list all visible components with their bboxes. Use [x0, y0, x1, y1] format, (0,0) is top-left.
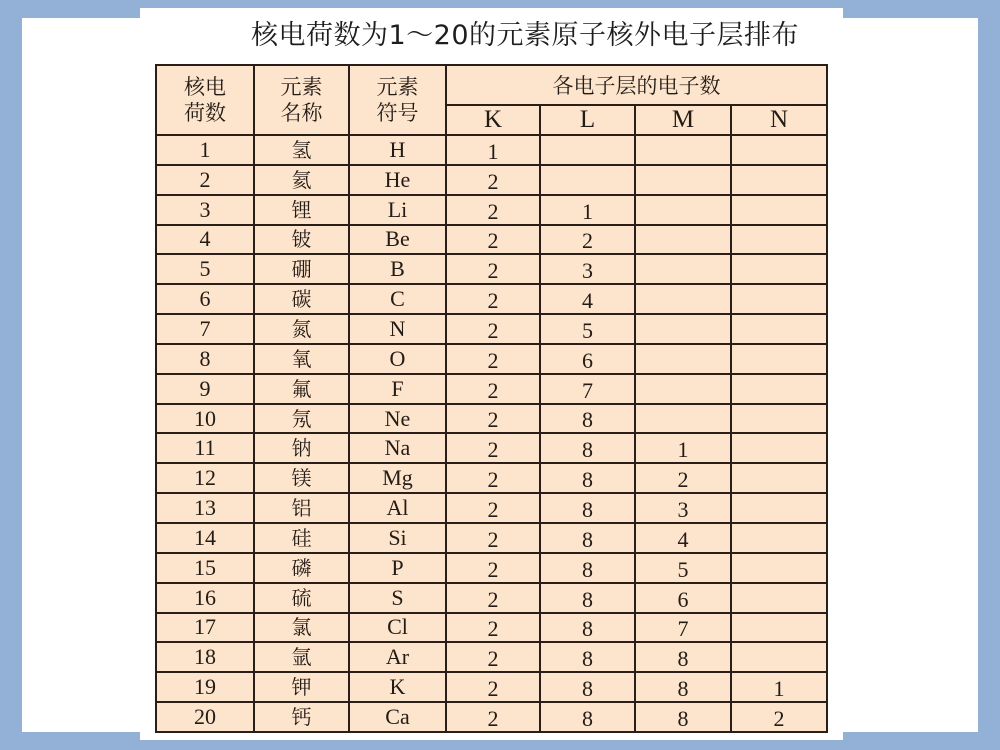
header-shell-n: N — [731, 105, 827, 135]
cell-shell-n — [731, 463, 827, 493]
cell-charge: 17 — [156, 613, 254, 643]
cell-element-name: 氩 — [254, 642, 349, 672]
cell-shell-l: 8 — [540, 493, 635, 523]
cell-charge: 18 — [156, 642, 254, 672]
cell-element-name: 氧 — [254, 344, 349, 374]
cell-charge: 2 — [156, 165, 254, 195]
cell-element-name: 氖 — [254, 404, 349, 434]
cell-shell-l: 8 — [540, 702, 635, 732]
cell-shell-m — [635, 165, 731, 195]
cell-shell-k: 2 — [446, 374, 540, 404]
header-symbol-line2: 符号 — [376, 101, 419, 125]
cell-shell-k: 2 — [446, 613, 540, 643]
cell-shell-n — [731, 404, 827, 434]
page-title: 核电荷数为1～20的元素原子核外电子层排布 — [250, 20, 800, 51]
cell-element-symbol: Ne — [349, 404, 446, 434]
cell-shell-n — [731, 523, 827, 553]
cell-shell-k: 2 — [446, 433, 540, 463]
cell-shell-m: 8 — [635, 702, 731, 732]
cell-charge: 6 — [156, 284, 254, 314]
cell-charge: 19 — [156, 672, 254, 702]
table-row — [156, 225, 827, 255]
cell-charge: 12 — [156, 463, 254, 493]
header-name-line2: 名称 — [280, 101, 323, 125]
table-row — [156, 493, 827, 523]
cell-element-name: 硫 — [254, 583, 349, 613]
cell-element-symbol: He — [349, 165, 446, 195]
cell-element-name: 氯 — [254, 613, 349, 643]
cell-shell-l: 8 — [540, 433, 635, 463]
cell-shell-m — [635, 344, 731, 374]
header-element-symbol — [349, 65, 446, 135]
cell-element-symbol: P — [349, 553, 446, 583]
header-element-name — [254, 65, 349, 135]
cell-shell-k: 2 — [446, 493, 540, 523]
table-row — [156, 702, 827, 732]
cell-element-symbol: S — [349, 583, 446, 613]
cell-element-name: 硅 — [254, 523, 349, 553]
cell-shell-k: 2 — [446, 165, 540, 195]
cell-charge: 11 — [156, 433, 254, 463]
cell-shell-l: 8 — [540, 642, 635, 672]
table-row — [156, 284, 827, 314]
cell-shell-n — [731, 613, 827, 643]
cell-charge: 15 — [156, 553, 254, 583]
table-row — [156, 404, 827, 434]
cell-element-name: 镁 — [254, 463, 349, 493]
cell-element-symbol: Cl — [349, 613, 446, 643]
cell-shell-l: 7 — [540, 374, 635, 404]
cell-shell-m: 5 — [635, 553, 731, 583]
cell-shell-k: 2 — [446, 314, 540, 344]
cell-shell-n — [731, 254, 827, 284]
cell-element-symbol: Na — [349, 433, 446, 463]
cell-element-name: 铍 — [254, 225, 349, 255]
cell-shell-n — [731, 374, 827, 404]
cell-shell-n — [731, 135, 827, 165]
cell-element-name: 铝 — [254, 493, 349, 523]
cell-charge: 10 — [156, 404, 254, 434]
cell-shell-m — [635, 225, 731, 255]
cell-charge: 13 — [156, 493, 254, 523]
cell-shell-m — [635, 404, 731, 434]
header-charge — [156, 65, 254, 135]
cell-shell-n — [731, 583, 827, 613]
table-row — [156, 463, 827, 493]
header-charge-line1: 核电 — [184, 75, 226, 99]
cell-charge: 14 — [156, 523, 254, 553]
cell-shell-m: 4 — [635, 523, 731, 553]
cell-charge: 4 — [156, 225, 254, 255]
cell-charge: 20 — [156, 702, 254, 732]
table-row — [156, 433, 827, 463]
cell-shell-n: 2 — [731, 702, 827, 732]
cell-shell-m: 7 — [635, 613, 731, 643]
cell-shell-n — [731, 165, 827, 195]
cell-shell-k: 2 — [446, 672, 540, 702]
cell-shell-l: 2 — [540, 225, 635, 255]
cell-shell-n — [731, 493, 827, 523]
cell-shell-n — [731, 642, 827, 672]
cell-element-name: 钙 — [254, 702, 349, 732]
cell-element-name: 氟 — [254, 374, 349, 404]
cell-shell-k: 2 — [446, 404, 540, 434]
cell-element-name: 氮 — [254, 314, 349, 344]
header-shells-group: 各电子层的电子数 — [446, 65, 827, 105]
cell-shell-l: 8 — [540, 523, 635, 553]
cell-charge: 1 — [156, 135, 254, 165]
cell-shell-k: 2 — [446, 463, 540, 493]
cell-element-symbol: Mg — [349, 463, 446, 493]
cell-shell-m: 2 — [635, 463, 731, 493]
header-shell-k: K — [446, 105, 540, 135]
table-body — [156, 135, 827, 732]
table-row — [156, 613, 827, 643]
cell-shell-n — [731, 195, 827, 225]
cell-shell-l: 8 — [540, 672, 635, 702]
table-row — [156, 165, 827, 195]
cell-shell-l — [540, 135, 635, 165]
cell-shell-l — [540, 165, 635, 195]
cell-element-symbol: Li — [349, 195, 446, 225]
cell-shell-l: 8 — [540, 553, 635, 583]
cell-element-name: 钾 — [254, 672, 349, 702]
cell-element-symbol: N — [349, 314, 446, 344]
cell-shell-l: 5 — [540, 314, 635, 344]
cell-shell-n — [731, 344, 827, 374]
cell-shell-m: 8 — [635, 642, 731, 672]
table-row — [156, 583, 827, 613]
cell-element-name: 硼 — [254, 254, 349, 284]
cell-shell-l: 8 — [540, 583, 635, 613]
cell-element-symbol: Al — [349, 493, 446, 523]
cell-shell-k: 2 — [446, 523, 540, 553]
cell-element-symbol: H — [349, 135, 446, 165]
cell-shell-m — [635, 284, 731, 314]
header-shell-m: M — [635, 105, 731, 135]
cell-charge: 7 — [156, 314, 254, 344]
header-shell-l: L — [540, 105, 635, 135]
cell-shell-n — [731, 433, 827, 463]
cell-shell-l: 6 — [540, 344, 635, 374]
table-row — [156, 523, 827, 553]
cell-shell-k: 2 — [446, 583, 540, 613]
cell-shell-k: 2 — [446, 225, 540, 255]
cell-shell-l: 8 — [540, 404, 635, 434]
cell-charge: 9 — [156, 374, 254, 404]
cell-charge: 5 — [156, 254, 254, 284]
cell-charge: 16 — [156, 583, 254, 613]
header-symbol-line1: 元素 — [376, 75, 419, 99]
cell-shell-m: 1 — [635, 433, 731, 463]
cell-shell-l: 1 — [540, 195, 635, 225]
table-row — [156, 553, 827, 583]
electron-shell-table-container — [155, 64, 826, 731]
cell-shell-k: 1 — [446, 135, 540, 165]
cell-shell-l: 3 — [540, 254, 635, 284]
cell-shell-k: 2 — [446, 344, 540, 374]
cell-element-symbol: Ar — [349, 642, 446, 672]
cell-shell-k: 2 — [446, 284, 540, 314]
cell-shell-l: 8 — [540, 463, 635, 493]
header-charge-line2: 荷数 — [184, 101, 226, 125]
cell-shell-l: 4 — [540, 284, 635, 314]
cell-shell-k: 2 — [446, 642, 540, 672]
header-name-line1: 元素 — [280, 75, 323, 99]
cell-shell-m: 6 — [635, 583, 731, 613]
cell-charge: 8 — [156, 344, 254, 374]
cell-element-name: 锂 — [254, 195, 349, 225]
cell-shell-m — [635, 374, 731, 404]
cell-element-name: 钠 — [254, 433, 349, 463]
cell-element-symbol: Be — [349, 225, 446, 255]
cell-shell-n — [731, 314, 827, 344]
cell-element-symbol: Si — [349, 523, 446, 553]
cell-shell-m: 8 — [635, 672, 731, 702]
cell-element-symbol: F — [349, 374, 446, 404]
cell-shell-k: 2 — [446, 254, 540, 284]
cell-shell-n — [731, 284, 827, 314]
cell-element-symbol: O — [349, 344, 446, 374]
cell-shell-m — [635, 135, 731, 165]
cell-shell-k: 2 — [446, 195, 540, 225]
cell-element-symbol: K — [349, 672, 446, 702]
table-row — [156, 195, 827, 225]
table-row — [156, 135, 827, 165]
cell-shell-m — [635, 195, 731, 225]
table-row — [156, 344, 827, 374]
cell-shell-n — [731, 225, 827, 255]
cell-element-name: 氢 — [254, 135, 349, 165]
cell-shell-k: 2 — [446, 702, 540, 732]
cell-shell-k: 2 — [446, 553, 540, 583]
cell-shell-m: 3 — [635, 493, 731, 523]
cell-shell-m — [635, 254, 731, 284]
table-row — [156, 642, 827, 672]
cell-shell-l: 8 — [540, 613, 635, 643]
cell-element-symbol: B — [349, 254, 446, 284]
table-row — [156, 314, 827, 344]
table-row — [156, 672, 827, 702]
cell-shell-m — [635, 314, 731, 344]
cell-element-symbol: C — [349, 284, 446, 314]
cell-element-name: 磷 — [254, 553, 349, 583]
cell-element-symbol: Ca — [349, 702, 446, 732]
cell-charge: 3 — [156, 195, 254, 225]
table-row — [156, 374, 827, 404]
cell-shell-n: 1 — [731, 672, 827, 702]
cell-element-name: 碳 — [254, 284, 349, 314]
cell-element-name: 氦 — [254, 165, 349, 195]
header-row-1 — [156, 65, 827, 105]
electron-shell-table — [155, 64, 828, 733]
cell-shell-n — [731, 553, 827, 583]
table-row — [156, 254, 827, 284]
